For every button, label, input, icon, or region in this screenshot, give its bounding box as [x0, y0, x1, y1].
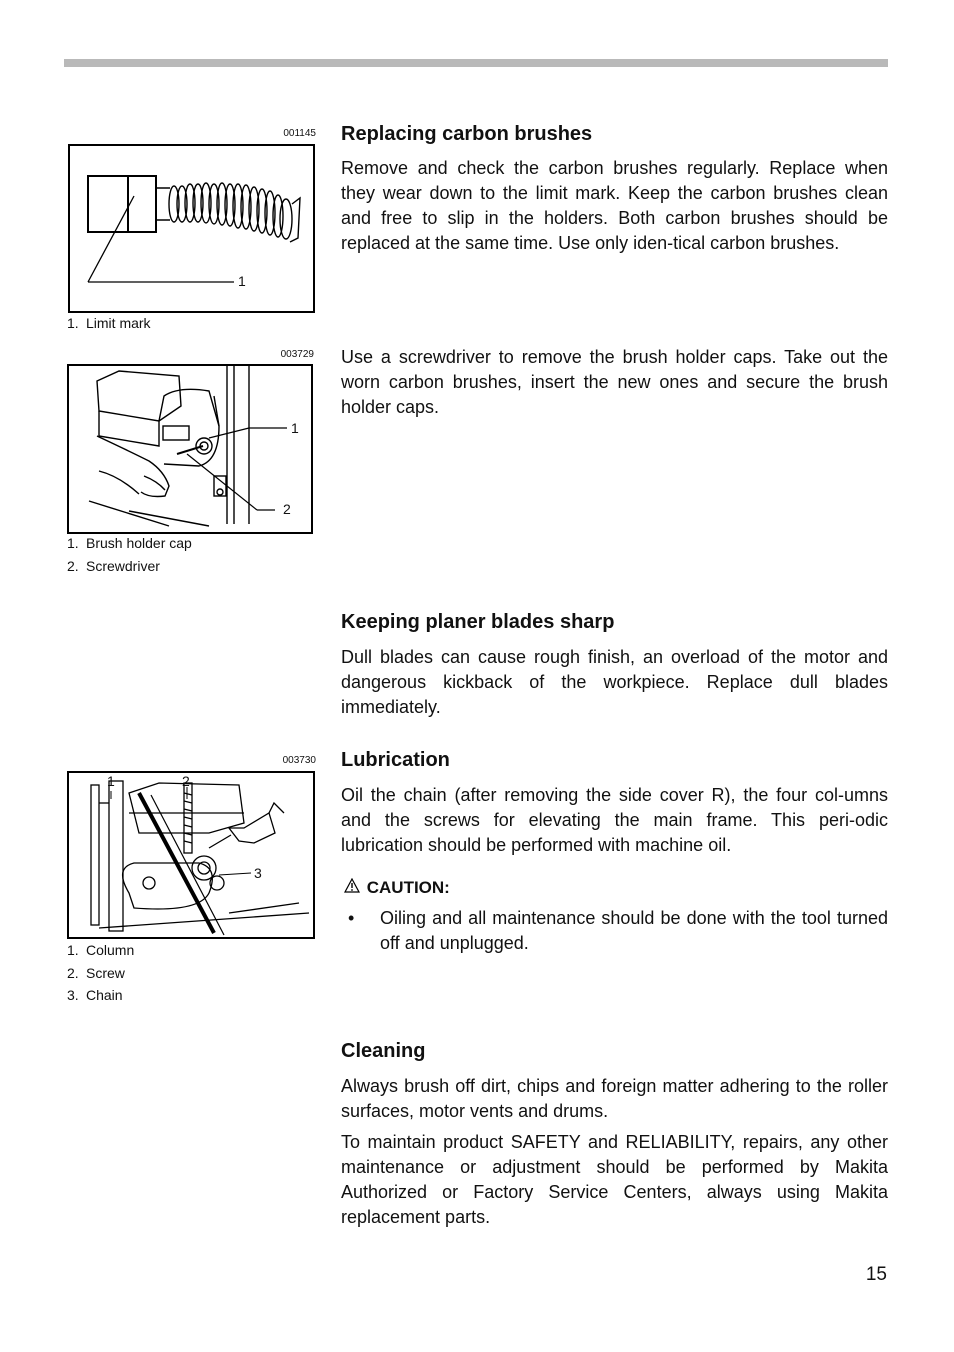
callout-1: 1 — [291, 420, 299, 436]
callout-1: 1 — [238, 273, 246, 289]
carbon-brush-illustration — [70, 146, 313, 311]
callout-2: 2 — [182, 773, 190, 789]
legend-item: 1. Limit mark — [67, 315, 151, 331]
section-title-lubrication: Lubrication — [341, 749, 450, 771]
cleaning-paragraph-2: To maintain product SAFETY and RELIABILITY, repairs, any other maintenance or adjustment should be performed by Makita Authorized or Factory Service Centers, always using Makita replacement parts. — [341, 1132, 888, 1227]
legend-item: 2. Screw — [67, 964, 125, 981]
section-title-brushes: Replacing carbon brushes — [341, 123, 593, 145]
figure-lubrication — [67, 771, 315, 939]
lubrication-illustration — [69, 773, 313, 937]
callout-2: 2 — [283, 501, 291, 517]
legend-item: 2. Screwdriver — [67, 557, 160, 574]
legend-item: 1. Brush holder cap — [67, 535, 192, 551]
figure-code: 003729 — [280, 349, 314, 360]
header-rule — [64, 59, 888, 67]
bullet-icon: • — [348, 908, 355, 928]
page-number: 15 — [865, 1264, 887, 1285]
callout-3: 3 — [254, 865, 262, 881]
figure-brush-holder — [67, 364, 313, 534]
brush-holder-illustration — [69, 366, 311, 532]
legend-item: 1. Column — [67, 942, 135, 958]
blades-paragraph: Dull blades can cause rough finish, an overload of the motor and dangerous kickback of the workpiece. Replace dull blades immediately. — [341, 647, 888, 717]
brushes-paragraph-2: Use a screwdriver to remove the brush holder caps. Take out the worn carbon brushes, insert the new ones and secure the brush holder caps. — [341, 347, 888, 417]
section-title-blades: Keeping planer blades sharp — [341, 611, 615, 633]
figure-carbon-brush — [68, 144, 315, 313]
figure-code: 003730 — [282, 755, 316, 766]
cleaning-paragraph-1: Always brush off dirt, chips and foreign matter adhering to the roller surfaces, motor vents and drums. — [341, 1076, 888, 1121]
figure-code: 001145 — [283, 128, 316, 139]
caution-item-text: Oiling and all maintenance should be done with the tool turned off and unplugged. — [380, 908, 888, 953]
brushes-paragraph-1: Remove and check the carbon brushes regularly. Replace when they wear down to the limit mark. Keep the carbon brushes clean and free to slip in the holders. Both carbon brushes should be replaced at the same time. Use only iden-tical carbon brushes. — [341, 158, 888, 253]
lubrication-paragraph: Oil the chain (after removing the side cover R), the four col-umns and the screws for elevating the main frame. This peri-odic lubrication should be performed with machine oil. — [341, 785, 888, 855]
callout-1: 1 — [107, 773, 115, 789]
figure-legend — [67, 939, 134, 1007]
caution-heading — [344, 878, 450, 898]
figure-legend — [67, 312, 151, 335]
caution-label: CAUTION: — [366, 878, 450, 897]
legend-item: 3. Chain — [67, 987, 123, 1003]
warning-triangle-icon — [344, 878, 362, 898]
figure-legend — [67, 532, 192, 577]
section-title-cleaning: Cleaning — [341, 1040, 426, 1062]
caution-list-item — [348, 906, 888, 956]
